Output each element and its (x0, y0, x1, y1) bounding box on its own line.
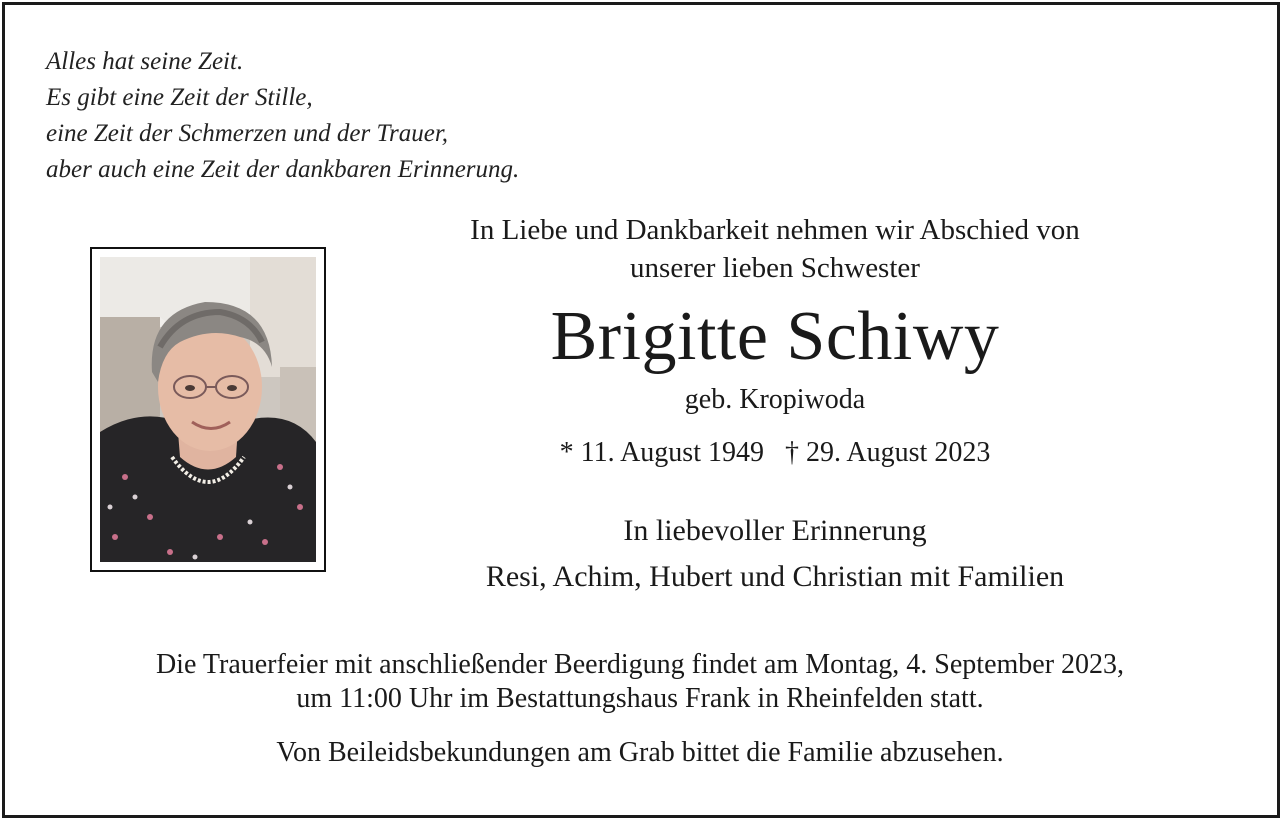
condolence-request: Von Beileidsbekundungen am Grab bittet die Familie abzusehen. (276, 737, 1004, 768)
poem-line: Es gibt eine Zeit der Stille, (46, 84, 313, 111)
portrait-frame (90, 247, 326, 572)
poem (46, 44, 519, 188)
birth-name: geb. Kropiwoda (684, 384, 866, 415)
memory-block (330, 508, 1220, 600)
intro-line: In Liebe und Dankbarkeit nehmen wir Abschied von (470, 214, 1080, 246)
funeral-line: Die Trauerfeier mit anschließender Beerdigung findet am Montag, 4. September 2023, (155, 649, 1125, 680)
life-dates: * 11. August 1949 † 29. August 2023 (559, 437, 991, 468)
funeral-line: um 11:00 Uhr im Bestattungshaus Frank in Rheinfelden statt. (296, 683, 984, 714)
funeral-info (0, 648, 1280, 716)
mourners-line: Resi, Achim, Hubert und Christian mit Familien (485, 560, 1065, 593)
poem-line: Alles hat seine Zeit. (46, 48, 244, 75)
intro-line: unserer lieben Schwester (630, 252, 920, 284)
poem-line: eine Zeit der Schmerzen und der Trauer, (46, 120, 449, 147)
deceased-name: Brigitte Schiwy (550, 298, 1000, 375)
portrait-photo (100, 257, 316, 562)
farewell-intro (330, 211, 1220, 287)
poem-line: aber auch eine Zeit der dankbaren Erinnerung. (46, 156, 520, 183)
memory-line: In liebevoller Erinnerung (623, 514, 927, 547)
